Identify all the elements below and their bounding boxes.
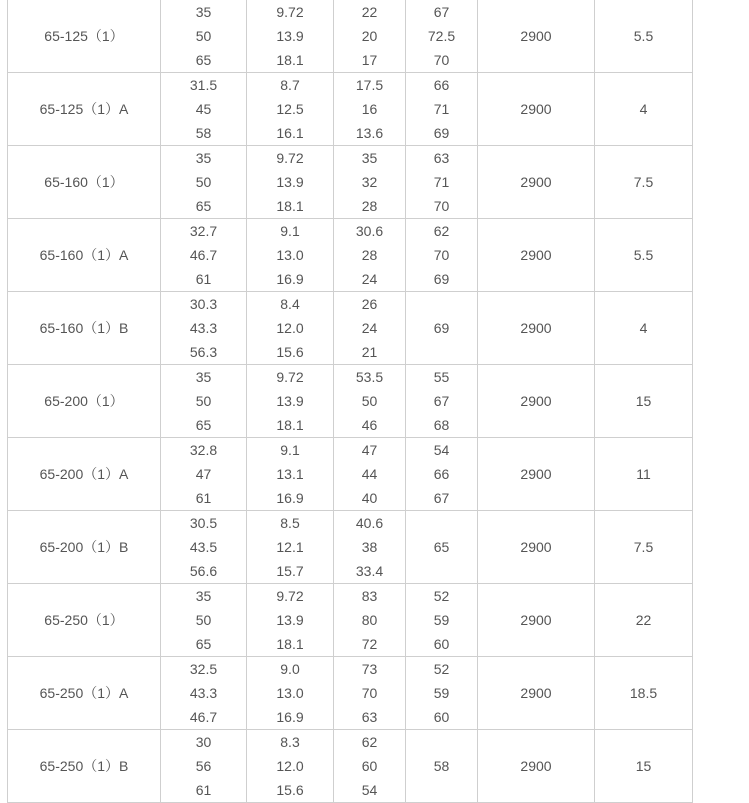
- efficiency-cell: [406, 730, 478, 803]
- flow-cell: [161, 365, 247, 438]
- flow-cell-value: 30.5: [189, 515, 218, 531]
- flow-cell-value: 43.3: [189, 320, 218, 336]
- flow-cell-value: 32.8: [189, 442, 218, 458]
- power-cell-value: 22: [361, 4, 378, 20]
- power-cell: [334, 657, 406, 730]
- power-cell-value: 13.6: [355, 125, 384, 141]
- power-cell-value: 44: [361, 466, 378, 482]
- head-cell-value: 13.0: [276, 685, 304, 701]
- flow-cell-value: 35: [195, 150, 212, 166]
- flow-cell: [161, 219, 247, 292]
- power-cell-value: 73: [361, 661, 378, 677]
- head-cell: [247, 511, 334, 584]
- efficiency-cell: [406, 292, 478, 365]
- table-row: [8, 438, 693, 511]
- power-cell-value: 47: [361, 442, 378, 458]
- motor-power-cell: 4: [595, 292, 693, 365]
- table-row: [8, 219, 693, 292]
- speed-cell: 2900: [478, 146, 595, 219]
- efficiency-cell-value: 62: [433, 223, 450, 239]
- flow-cell-value: 65: [195, 417, 212, 433]
- flow-cell-value: 50: [195, 612, 212, 628]
- efficiency-cell-value: 69: [433, 125, 450, 141]
- power-cell-value: 40: [361, 490, 378, 506]
- flow-cell-value: 35: [195, 369, 212, 385]
- power-cell: [334, 292, 406, 365]
- speed-cell: 2900: [478, 730, 595, 803]
- efficiency-cell-value: 60: [433, 709, 450, 725]
- flow-cell-value: 56.3: [189, 344, 218, 360]
- power-cell-value: 28: [361, 247, 378, 263]
- efficiency-cell-value: 67: [433, 490, 450, 506]
- power-cell-value: 50: [361, 393, 378, 409]
- pump-spec-table: [7, 0, 693, 803]
- model-cell: 65-250（1）: [8, 584, 161, 657]
- head-cell-value: 15.6: [276, 782, 304, 798]
- head-cell-value: 13.9: [276, 393, 304, 409]
- efficiency-cell-value: 68: [433, 417, 450, 433]
- head-cell: [247, 657, 334, 730]
- table-row: [8, 292, 693, 365]
- head-cell-value: 8.3: [280, 734, 300, 750]
- head-cell-value: 16.9: [276, 271, 304, 287]
- power-cell-value: 16: [361, 101, 378, 117]
- power-cell-value: 80: [361, 612, 378, 628]
- efficiency-cell-value: 67: [433, 4, 450, 20]
- power-cell: [334, 584, 406, 657]
- motor-power-cell: 22: [595, 584, 693, 657]
- efficiency-cell: [406, 219, 478, 292]
- flow-cell-value: 43.3: [189, 685, 218, 701]
- efficiency-cell-value: 52: [433, 588, 450, 604]
- model-cell: 65-160（1）: [8, 146, 161, 219]
- power-cell-value: 24: [361, 320, 378, 336]
- head-cell-value: 15.7: [276, 563, 304, 579]
- flow-cell-value: 65: [195, 52, 212, 68]
- head-cell-value: 8.7: [280, 77, 300, 93]
- efficiency-cell-value: 71: [433, 174, 450, 190]
- efficiency-cell-value: 66: [433, 77, 450, 93]
- power-cell-value: 24: [361, 271, 378, 287]
- power-cell-value: 38: [361, 539, 378, 555]
- flow-cell-value: 32.5: [189, 661, 218, 677]
- efficiency-cell-value: 58: [433, 758, 450, 774]
- power-cell-value: 53.5: [355, 369, 384, 385]
- flow-cell-value: 47: [195, 466, 212, 482]
- power-cell-value: 30.6: [355, 223, 384, 239]
- head-cell-value: 13.0: [276, 247, 304, 263]
- flow-cell-value: 65: [195, 636, 212, 652]
- speed-cell: 2900: [478, 219, 595, 292]
- flow-cell-value: 30.3: [189, 296, 218, 312]
- efficiency-cell-value: 59: [433, 612, 450, 628]
- flow-cell: [161, 73, 247, 146]
- speed-cell: 2900: [478, 438, 595, 511]
- head-cell: [247, 730, 334, 803]
- motor-power-cell: 15: [595, 365, 693, 438]
- efficiency-cell-value: 54: [433, 442, 450, 458]
- power-cell: [334, 146, 406, 219]
- head-cell-value: 13.9: [276, 612, 304, 628]
- flow-cell-value: 35: [195, 4, 212, 20]
- flow-cell: [161, 0, 247, 73]
- power-cell-value: 26: [361, 296, 378, 312]
- power-cell-value: 35: [361, 150, 378, 166]
- table-row: [8, 365, 693, 438]
- head-cell-value: 18.1: [276, 52, 304, 68]
- motor-power-cell: 15: [595, 730, 693, 803]
- motor-power-cell: 4: [595, 73, 693, 146]
- motor-power-cell: 5.5: [595, 0, 693, 73]
- efficiency-cell-value: 69: [433, 320, 450, 336]
- model-cell: 65-125（1）A: [8, 73, 161, 146]
- flow-cell-value: 46.7: [189, 247, 218, 263]
- speed-cell: 2900: [478, 0, 595, 73]
- speed-cell: 2900: [478, 584, 595, 657]
- power-cell-value: 40.6: [355, 515, 384, 531]
- efficiency-cell: [406, 584, 478, 657]
- flow-cell-value: 35: [195, 588, 212, 604]
- motor-power-cell: 5.5: [595, 219, 693, 292]
- power-cell-value: 70: [361, 685, 378, 701]
- flow-cell-value: 32.7: [189, 223, 218, 239]
- head-cell: [247, 438, 334, 511]
- efficiency-cell-value: 52: [433, 661, 450, 677]
- efficiency-cell-value: 55: [433, 369, 450, 385]
- power-cell-value: 33.4: [355, 563, 384, 579]
- efficiency-cell-value: 70: [433, 52, 450, 68]
- efficiency-cell-value: 60: [433, 636, 450, 652]
- head-cell-value: 16.9: [276, 709, 304, 725]
- efficiency-cell-value: 70: [433, 247, 450, 263]
- model-cell: 65-200（1）A: [8, 438, 161, 511]
- motor-power-cell: 7.5: [595, 146, 693, 219]
- efficiency-cell: [406, 146, 478, 219]
- efficiency-cell: [406, 365, 478, 438]
- speed-cell: 2900: [478, 292, 595, 365]
- head-cell-value: 8.4: [280, 296, 300, 312]
- speed-cell: 2900: [478, 365, 595, 438]
- flow-cell-value: 58: [195, 125, 212, 141]
- flow-cell-value: 61: [195, 271, 212, 287]
- power-cell-value: 60: [361, 758, 378, 774]
- flow-cell-value: 56.6: [189, 563, 218, 579]
- power-cell-value: 17.5: [355, 77, 384, 93]
- model-cell: 65-200（1）B: [8, 511, 161, 584]
- head-cell-value: 18.1: [276, 198, 304, 214]
- motor-power-cell: 11: [595, 438, 693, 511]
- power-cell: [334, 0, 406, 73]
- efficiency-cell: [406, 657, 478, 730]
- head-cell: [247, 584, 334, 657]
- efficiency-cell: [406, 511, 478, 584]
- efficiency-cell-value: 65: [433, 539, 450, 555]
- flow-cell: [161, 438, 247, 511]
- efficiency-cell: [406, 438, 478, 511]
- table-row: [8, 584, 693, 657]
- power-cell-value: 72: [361, 636, 378, 652]
- head-cell-value: 13.9: [276, 174, 304, 190]
- speed-cell: 2900: [478, 73, 595, 146]
- head-cell: [247, 365, 334, 438]
- head-cell: [247, 292, 334, 365]
- flow-cell-value: 30: [195, 734, 212, 750]
- power-cell-value: 62: [361, 734, 378, 750]
- efficiency-cell: [406, 73, 478, 146]
- head-cell-value: 15.6: [276, 344, 304, 360]
- efficiency-cell-value: 70: [433, 198, 450, 214]
- flow-cell: [161, 146, 247, 219]
- flow-cell-value: 65: [195, 198, 212, 214]
- head-cell-value: 16.9: [276, 490, 304, 506]
- efficiency-cell-value: 71: [433, 101, 450, 117]
- table-row: [8, 730, 693, 803]
- head-cell-value: 9.72: [276, 150, 304, 166]
- head-cell-value: 8.5: [280, 515, 300, 531]
- model-cell: 65-250（1）B: [8, 730, 161, 803]
- flow-cell-value: 50: [195, 174, 212, 190]
- head-cell-value: 9.1: [280, 442, 300, 458]
- flow-cell-value: 31.5: [189, 77, 218, 93]
- power-cell: [334, 365, 406, 438]
- power-cell: [334, 438, 406, 511]
- power-cell-value: 17: [361, 52, 378, 68]
- head-cell-value: 18.1: [276, 417, 304, 433]
- speed-cell: 2900: [478, 657, 595, 730]
- model-cell: 65-250（1）A: [8, 657, 161, 730]
- flow-cell: [161, 511, 247, 584]
- flow-cell: [161, 584, 247, 657]
- power-cell: [334, 511, 406, 584]
- head-cell-value: 9.0: [280, 661, 300, 677]
- model-cell: 65-160（1）A: [8, 219, 161, 292]
- flow-cell-value: 56: [195, 758, 212, 774]
- power-cell-value: 63: [361, 709, 378, 725]
- table-row: [8, 657, 693, 730]
- head-cell-value: 12.5: [276, 101, 304, 117]
- head-cell-value: 16.1: [276, 125, 304, 141]
- flow-cell: [161, 657, 247, 730]
- flow-cell-value: 61: [195, 490, 212, 506]
- head-cell-value: 13.1: [276, 466, 304, 482]
- power-cell: [334, 73, 406, 146]
- flow-cell-value: 45: [195, 101, 212, 117]
- head-cell-value: 12.0: [276, 758, 304, 774]
- power-cell: [334, 730, 406, 803]
- head-cell-value: 9.72: [276, 4, 304, 20]
- flow-cell-value: 50: [195, 393, 212, 409]
- power-cell-value: 83: [361, 588, 378, 604]
- speed-cell: 2900: [478, 511, 595, 584]
- head-cell: [247, 0, 334, 73]
- pump-spec-table-body: [8, 0, 693, 803]
- efficiency-cell-value: 67: [433, 393, 450, 409]
- flow-cell-value: 61: [195, 782, 212, 798]
- table-row: [8, 73, 693, 146]
- table-row: [8, 146, 693, 219]
- head-cell-value: 12.1: [276, 539, 304, 555]
- head-cell-value: 13.9: [276, 28, 304, 44]
- flow-cell-value: 43.5: [189, 539, 218, 555]
- head-cell: [247, 146, 334, 219]
- head-cell: [247, 219, 334, 292]
- efficiency-cell: [406, 0, 478, 73]
- flow-cell: [161, 292, 247, 365]
- efficiency-cell-value: 69: [433, 271, 450, 287]
- head-cell: [247, 73, 334, 146]
- power-cell-value: 54: [361, 782, 378, 798]
- table-row: [8, 511, 693, 584]
- head-cell-value: 9.1: [280, 223, 300, 239]
- power-cell-value: 32: [361, 174, 378, 190]
- model-cell: 65-125（1）: [8, 0, 161, 73]
- power-cell-value: 20: [361, 28, 378, 44]
- power-cell-value: 28: [361, 198, 378, 214]
- efficiency-cell-value: 72.5: [427, 28, 456, 44]
- power-cell: [334, 219, 406, 292]
- head-cell-value: 9.72: [276, 588, 304, 604]
- efficiency-cell-value: 66: [433, 466, 450, 482]
- head-cell-value: 18.1: [276, 636, 304, 652]
- flow-cell: [161, 730, 247, 803]
- efficiency-cell-value: 63: [433, 150, 450, 166]
- head-cell-value: 12.0: [276, 320, 304, 336]
- motor-power-cell: 7.5: [595, 511, 693, 584]
- model-cell: 65-160（1）B: [8, 292, 161, 365]
- flow-cell-value: 50: [195, 28, 212, 44]
- table-row: [8, 0, 693, 73]
- flow-cell-value: 46.7: [189, 709, 218, 725]
- head-cell-value: 9.72: [276, 369, 304, 385]
- efficiency-cell-value: 59: [433, 685, 450, 701]
- power-cell-value: 46: [361, 417, 378, 433]
- motor-power-cell: 18.5: [595, 657, 693, 730]
- power-cell-value: 21: [361, 344, 378, 360]
- model-cell: 65-200（1）: [8, 365, 161, 438]
